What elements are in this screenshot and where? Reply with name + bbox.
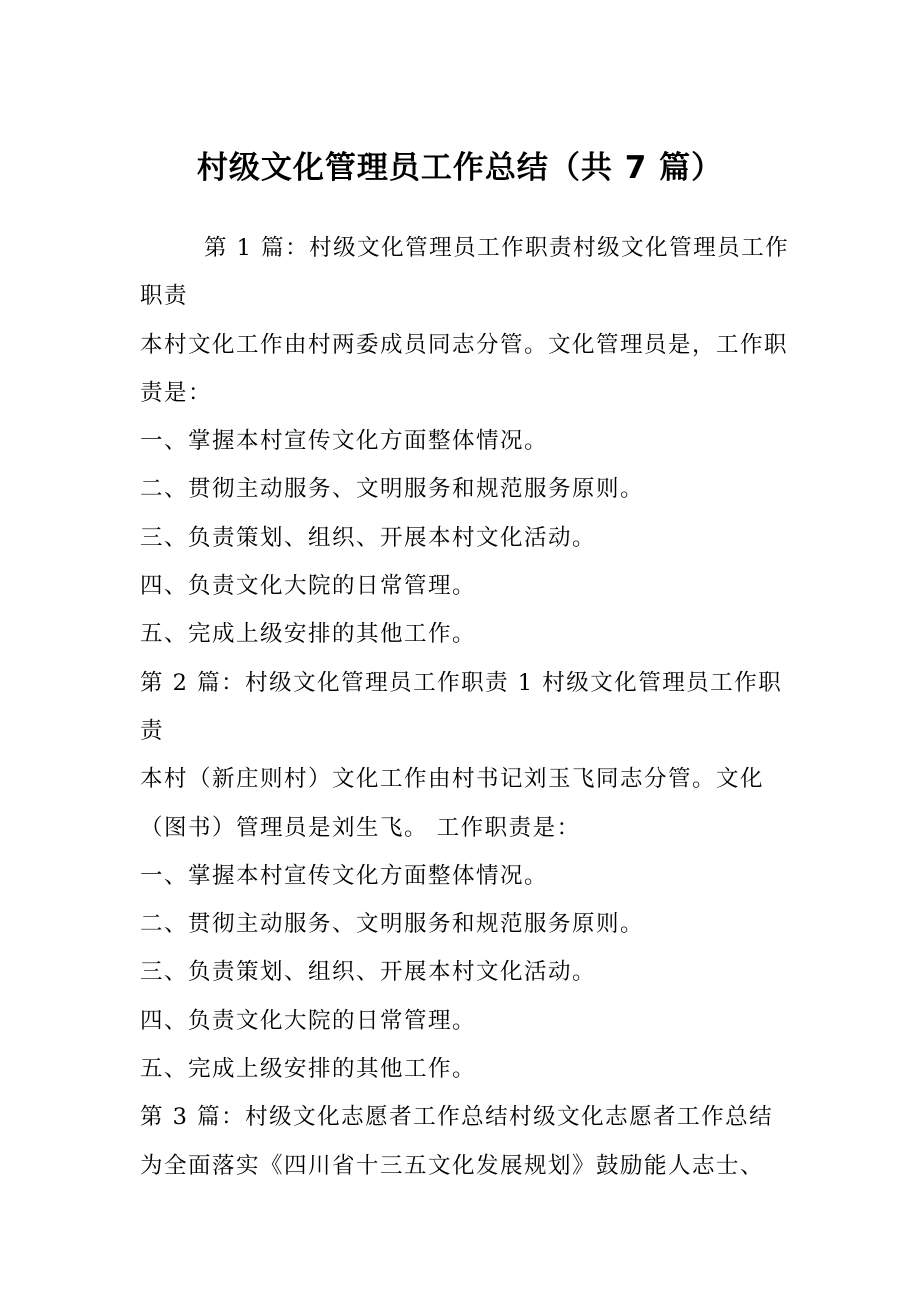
paragraph-9: 本村（新庄则村）文化工作由村书记刘玉飞同志分管。文化（图书）管理员是刘生飞。 工作职责是： xyxy=(140,766,765,841)
paragraph-1: 第 1 篇：村级文化管理员工作职责村级文化管理员工作职责 xyxy=(140,235,790,310)
paragraph-4: 二、贯彻主动服务、文明服务和规范服务原则。 xyxy=(140,476,645,503)
paragraph-7: 五、完成上级安排的其他工作。 xyxy=(140,621,477,648)
paragraph-6: 四、负责文化大院的日常管理。 xyxy=(140,573,477,600)
paragraph-11: 二、贯彻主动服务、文明服务和规范服务原则。 xyxy=(140,911,645,938)
document-body xyxy=(140,224,790,1190)
paragraph-15: 第 3 篇：村级文化志愿者工作总结村级文化志愿者工作总结 xyxy=(140,1104,774,1131)
paragraph-13: 四、负责文化大院的日常管理。 xyxy=(140,1007,477,1034)
paragraph-8: 第 2 篇：村级文化管理员工作职责 1 村级文化管理员工作职责 xyxy=(140,669,783,744)
paragraph-3: 一、掌握本村宣传文化方面整体情况。 xyxy=(140,428,549,455)
paragraph-5: 三、负责策划、组织、开展本村文化活动。 xyxy=(140,524,597,551)
paragraph-16: 为全面落实《四川省十三五文化发展规划》鼓励能人志士、 xyxy=(140,1152,765,1179)
paragraph-10: 一、掌握本村宣传文化方面整体情况。 xyxy=(140,862,549,889)
paragraph-12: 三、负责策划、组织、开展本村文化活动。 xyxy=(140,959,597,986)
paragraph-14: 五、完成上级安排的其他工作。 xyxy=(140,1056,477,1083)
paragraph-2: 本村文化工作由村两委成员同志分管。文化管理员是，工作职责是： xyxy=(140,331,789,406)
document-title: 村级文化管理员工作总结（共 7 篇） xyxy=(196,150,724,186)
